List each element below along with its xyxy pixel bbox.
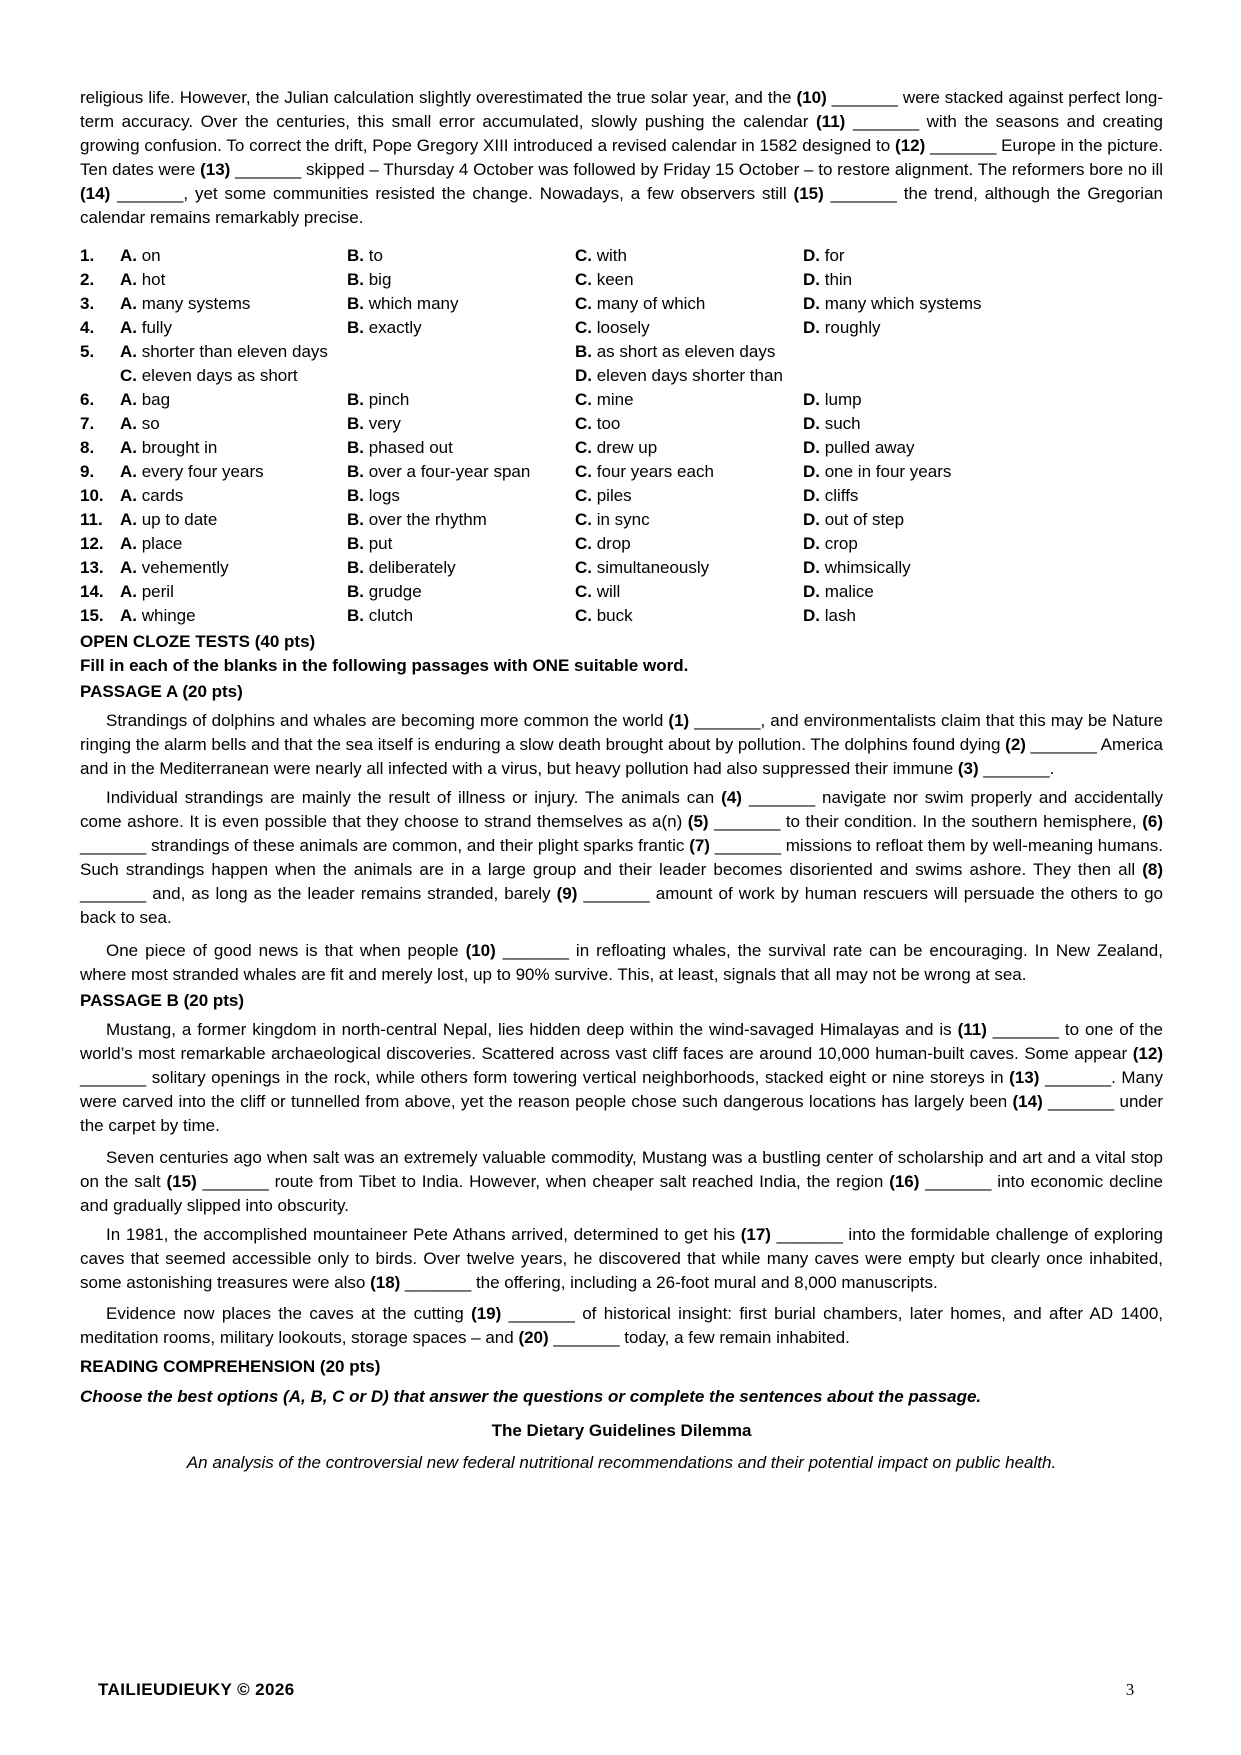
option-letter: C. xyxy=(575,318,592,337)
option-11-D: D. out of step xyxy=(803,510,905,529)
option-letter: D. xyxy=(803,534,820,553)
option-letter: B. xyxy=(347,558,364,577)
mc-row-12 xyxy=(80,532,1163,556)
option-letter: B. xyxy=(347,438,364,457)
mc-number: 5. xyxy=(80,342,95,361)
option-letter: C. xyxy=(575,246,592,265)
option-letter: B. xyxy=(347,486,364,505)
option-11-B: B. over the rhythm xyxy=(347,510,487,529)
passage-b-paragraph-4: Evidence now places the caves at the cutting (19) _______ of historical insight: first burial chambers, later homes, and after AD 1400, meditation rooms, military lookouts, storage spaces – and (20) _______ today, a few remain inhabited. xyxy=(80,1304,1163,1347)
option-3-D: D. many which systems xyxy=(803,294,982,313)
option-letter: C. xyxy=(575,390,592,409)
option-12-C: C. drop xyxy=(575,534,631,553)
option-14-D: D. malice xyxy=(803,582,874,601)
option-6-C: C. mine xyxy=(575,390,634,409)
option-1-D: D. for xyxy=(803,246,845,265)
mc-number: 10. xyxy=(80,486,104,505)
option-6-D: D. lump xyxy=(803,390,862,409)
option-letter: C. xyxy=(575,462,592,481)
option-13-D: D. whimsically xyxy=(803,558,911,577)
option-letter: A. xyxy=(120,438,137,457)
option-letter: D. xyxy=(803,606,820,625)
page-number: 3 xyxy=(1125,1680,1135,1699)
option-15-B: B. clutch xyxy=(347,606,414,625)
option-4-D: D. roughly xyxy=(803,318,881,337)
option-letter: C. xyxy=(575,294,592,313)
option-3-C: C. many of which xyxy=(575,294,706,313)
reading-passage-subtitle: An analysis of the controversial new federal nutritional recommendations and their potential impact on public health. xyxy=(186,1453,1057,1472)
mc-number: 9. xyxy=(80,462,95,481)
option-letter: B. xyxy=(347,318,364,337)
mc-row-14 xyxy=(80,580,1163,604)
mc-number: 11. xyxy=(80,510,103,529)
option-1-C: C. with xyxy=(575,246,627,265)
option-letter: B. xyxy=(347,390,364,409)
open-cloze-heading: OPEN CLOZE TESTS (40 pts) xyxy=(80,632,316,651)
option-letter: B. xyxy=(347,582,364,601)
option-1-B: B. to xyxy=(347,246,383,265)
option-letter: A. xyxy=(120,582,137,601)
option-letter: D. xyxy=(803,582,820,601)
mc-row-8 xyxy=(80,436,1163,460)
mc-row-11 xyxy=(80,508,1163,532)
passage-a-paragraph-1: Strandings of dolphins and whales are becoming more common the world (1) _______, and environmentalists claim that this may be Nature ringing the alarm bells and that the sea itself is enduring a slow death brought about by pollution. The dolphins found dying (2) _______ America and in the Mediterranean were nearly all infected with a virus, but heavy pollution had also suppressed their immune (3) _______. xyxy=(80,711,1163,778)
option-2-D: D. thin xyxy=(803,270,853,289)
mc-row-2 xyxy=(80,268,1163,292)
option-15-A: A. whinge xyxy=(120,606,196,625)
passage-a-paragraph-2: Individual strandings are mainly the result of illness or injury. The animals can (4) _______ navigate nor swim properly and accidentally come ashore. It is even possible that they choose to strand themselves as a(n) (5) _______ to their condition. In the southern hemisphere, (6) _______ strandings of these animals are common, and their plight sparks frantic (7) _______ missions to refloat them by well-meaning humans. Such strandings happen when the animals are in a large group and their leader becomes disoriented and swims ashore. They then all (8) _______ and, as long as the leader remains stranded, barely (9) _______ amount of work by human rescuers will persuade the others to go back to sea. xyxy=(80,788,1164,927)
option-letter: D. xyxy=(803,462,820,481)
option-7-C: C. too xyxy=(575,414,621,433)
option-12-A: A. place xyxy=(120,534,183,553)
option-letter: B. xyxy=(347,414,364,433)
option-2-B: B. big xyxy=(347,270,392,289)
option-3-A: A. many systems xyxy=(120,294,251,313)
option-2-C: C. keen xyxy=(575,270,634,289)
option-5-D: D. eleven days shorter than xyxy=(575,366,783,385)
option-letter: C. xyxy=(575,534,592,553)
option-letter: D. xyxy=(803,246,820,265)
option-letter: A. xyxy=(120,558,137,577)
reading-instruction: Choose the best options (A, B, C or D) that answer the questions or complete the sentences about the passage. xyxy=(80,1387,982,1406)
option-7-B: B. very xyxy=(347,414,401,433)
passage-b-heading: PASSAGE B (20 pts) xyxy=(80,991,245,1010)
option-letter: D. xyxy=(803,558,820,577)
mc-row-9 xyxy=(80,460,1163,484)
mc-row-1 xyxy=(80,244,1163,268)
option-letter: A. xyxy=(120,486,137,505)
mc-row-7 xyxy=(80,412,1163,436)
option-letter: A. xyxy=(120,606,137,625)
passage-a-paragraph-3: One piece of good news is that when people (10) _______ in refloating whales, the survival rate can be encouraging. In New Zealand, where most stranded whales are fit and merely lost, up to 90% survive. This, at least, signals that all may not be wrong at sea. xyxy=(80,941,1163,984)
option-5-B: B. as short as eleven days xyxy=(575,342,776,361)
option-2-A: A. hot xyxy=(120,270,166,289)
mc-number: 14. xyxy=(80,582,104,601)
option-7-D: D. such xyxy=(803,414,861,433)
option-9-B: B. over a four-year span xyxy=(347,462,531,481)
option-letter: A. xyxy=(120,462,137,481)
option-13-B: B. deliberately xyxy=(347,558,456,577)
option-letter: B. xyxy=(347,534,364,553)
mc-row-5-cont xyxy=(80,364,1163,388)
option-letter: C. xyxy=(575,606,592,625)
option-6-A: A. bag xyxy=(120,390,171,409)
option-letter: D. xyxy=(803,438,820,457)
option-letter: D. xyxy=(803,294,820,313)
option-15-D: D. lash xyxy=(803,606,856,625)
mc-number: 13. xyxy=(80,558,104,577)
mc-row-5 xyxy=(80,340,1163,364)
mc-row-10 xyxy=(80,484,1163,508)
option-7-A: A. so xyxy=(120,414,160,433)
option-10-A: A. cards xyxy=(120,486,184,505)
option-14-C: C. will xyxy=(575,582,621,601)
intro-paragraph: religious life. However, the Julian calculation slightly overestimated the true solar year, and the (10) _______ were stacked against perfect long-term accuracy. Over the centuries, this small error accumulated, slowly pushing the calendar (11) _______ with the seasons and creating growing confusion. To correct the drift, Pope Gregory XIII introduced a revised calendar in 1582 designed to (12) _______ Europe in the picture. Ten dates were (13) _______ skipped – Thursday 4 October was followed by Friday 15 October – to restore alignment. The reformers bore no ill (14) _______, yet some communities resisted the change. Nowadays, a few observers still (15) _______ the trend, although the Gregorian calendar remains remarkably precise. xyxy=(80,88,1164,227)
option-12-D: D. crop xyxy=(803,534,858,553)
option-14-B: B. grudge xyxy=(347,582,422,601)
mc-row-4 xyxy=(80,316,1163,340)
mc-number: 4. xyxy=(80,318,95,337)
mc-number: 6. xyxy=(80,390,95,409)
option-letter: B. xyxy=(347,270,364,289)
option-letter: A. xyxy=(120,414,137,433)
option-letter: C. xyxy=(575,486,592,505)
footer-brand: TAILIEUDIEUKY © 2026 xyxy=(98,1680,295,1699)
option-12-B: B. put xyxy=(347,534,393,553)
open-cloze-instruction: Fill in each of the blanks in the following passages with ONE suitable word. xyxy=(80,656,689,675)
option-8-B: B. phased out xyxy=(347,438,453,457)
mc-row-13 xyxy=(80,556,1163,580)
option-9-C: C. four years each xyxy=(575,462,714,481)
option-letter: D. xyxy=(803,414,820,433)
mc-row-3 xyxy=(80,292,1163,316)
option-letter: A. xyxy=(120,534,137,553)
option-5-A: A. shorter than eleven days xyxy=(120,342,328,361)
option-letter: A. xyxy=(120,270,137,289)
option-8-A: A. brought in xyxy=(120,438,218,457)
option-letter: D. xyxy=(575,366,592,385)
option-3-B: B. which many xyxy=(347,294,459,313)
option-14-A: A. peril xyxy=(120,582,174,601)
mc-number xyxy=(80,364,120,388)
option-10-D: D. cliffs xyxy=(803,486,859,505)
option-letter: C. xyxy=(575,438,592,457)
reading-comprehension-heading: READING COMPREHENSION (20 pts) xyxy=(80,1357,381,1376)
option-letter: B. xyxy=(347,246,364,265)
option-letter: C. xyxy=(575,270,592,289)
option-letter: B. xyxy=(347,462,364,481)
option-4-B: B. exactly xyxy=(347,318,422,337)
option-letter: A. xyxy=(120,510,137,529)
mc-number: 3. xyxy=(80,294,95,313)
option-9-D: D. one in four years xyxy=(803,462,952,481)
option-5-C: C. eleven days as short xyxy=(120,366,298,385)
mc-number: 8. xyxy=(80,438,95,457)
passage-b-paragraph-1: Mustang, a former kingdom in north-central Nepal, lies hidden deep within the wind-savaged Himalayas and is (11) _______ to one of the world’s most remarkable archaeological discoveries. Scattered across vast cliff faces are around 10,000 human-built caves. Some appear (12) _______ solitary openings in the rock, while others form towering vertical neighborhoods, stacked eight or nine storeys in (13) _______. Many were carved into the cliff or tunnelled from above, yet the reason people chose such dangerous locations has largely been (14) _______ under the carpet by time. xyxy=(80,1020,1164,1135)
passage-a-heading: PASSAGE A (20 pts) xyxy=(80,682,243,701)
reading-passage-title: The Dietary Guidelines Dilemma xyxy=(491,1421,752,1440)
option-letter: C. xyxy=(575,414,592,433)
option-letter: D. xyxy=(803,318,820,337)
option-1-A: A. on xyxy=(120,246,161,265)
mc-list xyxy=(80,244,1163,628)
option-letter: A. xyxy=(120,318,137,337)
option-4-C: C. loosely xyxy=(575,318,650,337)
option-11-C: C. in sync xyxy=(575,510,650,529)
option-letter: B. xyxy=(575,342,592,361)
option-6-B: B. pinch xyxy=(347,390,410,409)
option-11-A: A. up to date xyxy=(120,510,218,529)
mc-number: 2. xyxy=(80,270,95,289)
option-letter: B. xyxy=(347,510,364,529)
option-letter: C. xyxy=(575,582,592,601)
option-letter: B. xyxy=(347,606,364,625)
option-letter: A. xyxy=(120,246,137,265)
option-letter: B. xyxy=(347,294,364,313)
option-15-C: C. buck xyxy=(575,606,633,625)
option-letter: C. xyxy=(575,510,592,529)
mc-row-15 xyxy=(80,604,1163,628)
passage-b-paragraph-2: Seven centuries ago when salt was an extremely valuable commodity, Mustang was a bustling center of scholarship and art and a vital stop on the salt (15) _______ route from Tibet to India. However, when cheaper salt reached India, the region (16) _______ into economic decline and gradually slipped into obscurity. xyxy=(80,1148,1163,1215)
option-9-A: A. every four years xyxy=(120,462,264,481)
option-letter: D. xyxy=(803,270,820,289)
option-letter: A. xyxy=(120,342,137,361)
mc-number: 1. xyxy=(80,246,95,265)
mc-number: 12. xyxy=(80,534,104,553)
mc-number: 15. xyxy=(80,606,104,625)
option-8-D: D. pulled away xyxy=(803,438,915,457)
option-letter: D. xyxy=(803,510,820,529)
option-10-B: B. logs xyxy=(347,486,400,505)
option-letter: D. xyxy=(803,390,820,409)
option-10-C: C. piles xyxy=(575,486,632,505)
option-8-C: C. drew up xyxy=(575,438,658,457)
option-letter: D. xyxy=(803,486,820,505)
option-letter: C. xyxy=(575,558,592,577)
option-4-A: A. fully xyxy=(120,318,172,337)
mc-row-6 xyxy=(80,388,1163,412)
option-letter: C. xyxy=(120,366,137,385)
option-13-A: A. vehemently xyxy=(120,558,229,577)
option-letter: A. xyxy=(120,390,137,409)
option-13-C: C. simultaneously xyxy=(575,558,710,577)
passage-b-paragraph-3: In 1981, the accomplished mountaineer Pete Athans arrived, determined to get his (17) _______ into the formidable challenge of exploring caves that seemed accessible only to birds. Over twelve years, he discovered that while many caves were empty but clearly once inhabited, some astonishing treasures were also (18) _______ the offering, including a 26-foot mural and 8,000 manuscripts. xyxy=(80,1225,1163,1292)
option-letter: A. xyxy=(120,294,137,313)
mc-number: 7. xyxy=(80,414,95,433)
